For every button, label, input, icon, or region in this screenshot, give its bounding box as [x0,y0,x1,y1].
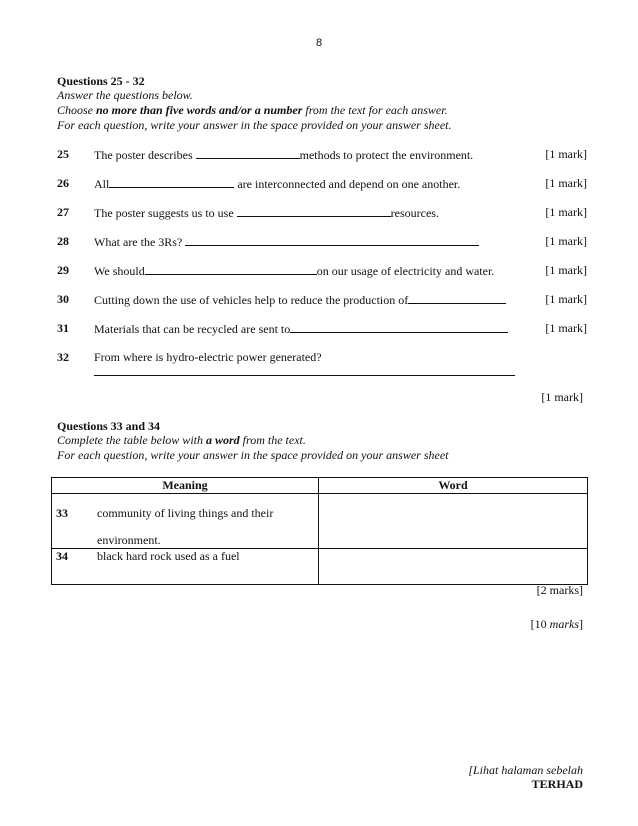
instruction-line-3: For each question, write your answer in the space provided on your answer sheet. [57,118,452,132]
answer-blank [408,292,506,304]
page-number: 8 [315,37,323,49]
question-number: 27 [57,205,69,219]
answer-blank [185,234,479,246]
row-meaning-cont: environment. [97,533,161,547]
question-mark: [1 mark] [545,263,587,277]
instruction2-emphasis: a word [205,433,240,447]
instruction2-line-2: For each question, write your answer in the space provided on your answer sheet [57,448,449,462]
instruction-line-1: Answer the questions below. [57,88,193,102]
instruction-emphasis: no more than five words and/or a number [96,103,303,117]
question-number: 25 [57,147,69,161]
question-mark: [1 mark] [545,321,587,335]
row-meaning: community of living things and their [97,506,274,520]
question-30: 30 Cutting down the use of vehicles help to reduce the production of [1 mark] [57,292,587,307]
table-row [52,549,588,585]
answer-blank [196,147,300,159]
total-marks: [10 marks] [530,617,583,631]
answer-blank [290,321,508,333]
question-mark: [1 mark] [545,234,587,248]
question-29: 29 We should on our usage of electricity and water. [1 mark] [57,263,587,278]
question-number: 29 [57,263,69,277]
answer-line-32 [94,375,515,376]
question-mark: [1 mark] [545,292,587,306]
question-31: 31 Materials that can be recycled are sent to [1 mark] [57,321,587,336]
question-28: 28 What are the 3Rs? [1 mark] [57,234,587,249]
question-number: 31 [57,321,69,335]
question-27: 27 The poster suggests us to use resources. [1 mark] [57,205,587,220]
word-cell [319,494,588,549]
question-25: 25 The poster describes methods to protect the environment. [1 mark] [57,147,587,162]
instruction-line-2: Choose no more than five words and/or a number from the text for each answer. [57,103,448,117]
answer-blank [145,263,317,275]
table-marks: [2 marks] [536,583,583,597]
answer-blank [109,176,234,188]
question-32-mark: [1 mark] [541,390,583,404]
next-page-note: [Lihat halaman sebelah [468,763,583,777]
section-title-33-34: Questions 33 and 34 [57,419,161,433]
word-cell [319,549,588,585]
header-word: Word [319,478,588,494]
question-number: 30 [57,292,69,306]
section-title-25-32: Questions 25 - 32 [57,74,145,88]
question-number: 32 [57,350,69,364]
row-number: 34 [56,549,68,563]
row-number: 33 [56,506,68,520]
question-number: 26 [57,176,69,190]
answer-blank [237,205,391,217]
vocabulary-table [51,477,588,585]
classification-label: TERHAD [531,777,583,791]
header-meaning: Meaning [52,478,319,494]
question-number: 28 [57,234,69,248]
question-32: 32 From where is hydro-electric power generated? [57,350,322,364]
question-mark: [1 mark] [545,176,587,190]
question-26: 26 All are interconnected and depend on one another. [1 mark] [57,176,587,191]
question-mark: [1 mark] [545,147,587,161]
table-row [52,494,588,549]
question-mark: [1 mark] [545,205,587,219]
row-meaning: black hard rock used as a fuel [97,549,240,563]
instruction2-line-1: Complete the table below with a word from the text. [57,433,306,447]
